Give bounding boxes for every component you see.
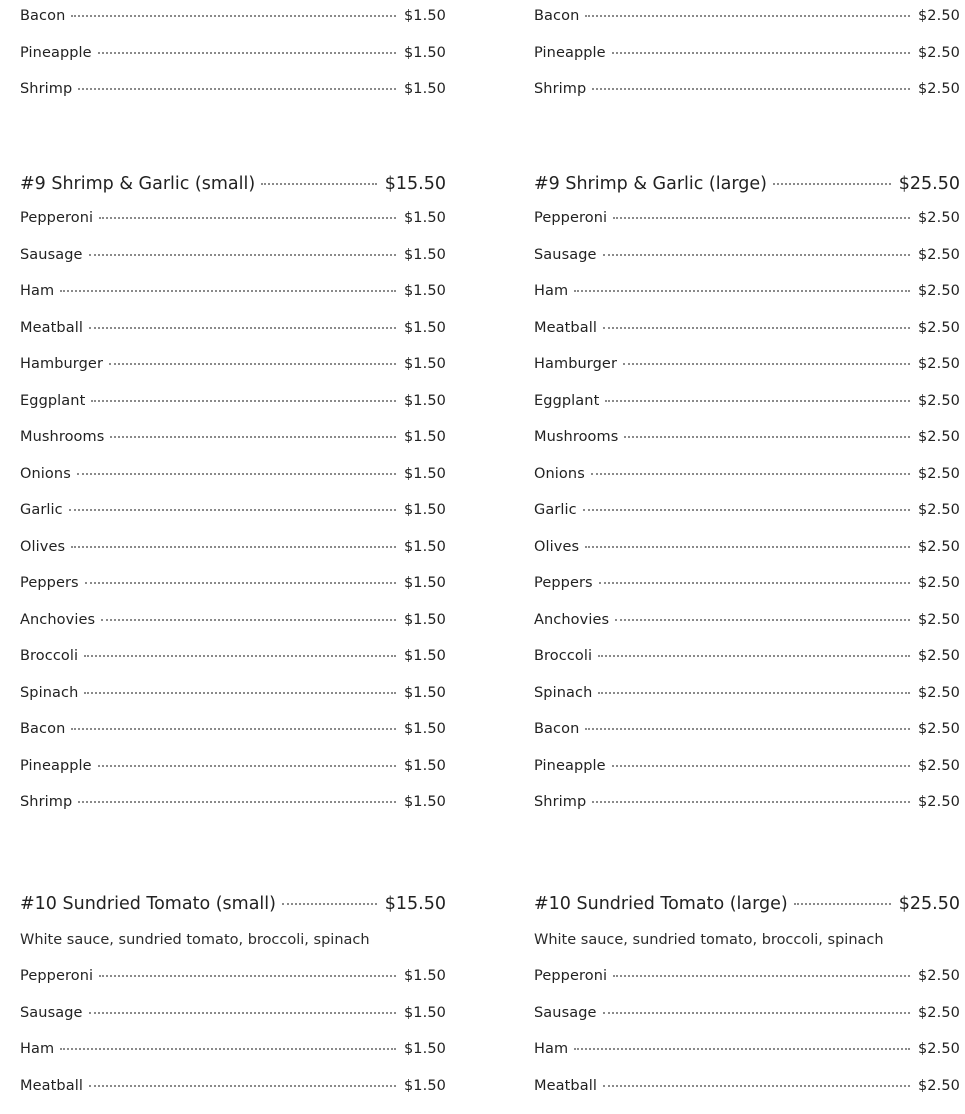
item-name: Pepperoni bbox=[534, 968, 607, 984]
menu-item-row bbox=[20, 612, 446, 649]
section-header bbox=[20, 174, 446, 210]
item-price: $2.50 bbox=[918, 502, 960, 518]
item-price: $1.50 bbox=[404, 320, 446, 336]
dot-leader bbox=[60, 290, 396, 292]
topping-list-partial bbox=[534, 8, 960, 118]
dot-leader bbox=[592, 88, 910, 90]
dot-leader bbox=[98, 52, 396, 54]
item-price: $2.50 bbox=[918, 210, 960, 226]
menu-item-row bbox=[20, 429, 446, 466]
dot-leader bbox=[261, 183, 377, 185]
item-name: Peppers bbox=[534, 575, 593, 591]
dot-leader bbox=[60, 1048, 396, 1050]
item-price: $1.50 bbox=[404, 45, 446, 61]
dot-leader bbox=[585, 15, 910, 17]
dot-leader bbox=[71, 728, 396, 730]
item-name: Bacon bbox=[534, 8, 579, 24]
dot-leader bbox=[603, 254, 910, 256]
menu-item-row bbox=[20, 685, 446, 722]
item-price: $2.50 bbox=[918, 283, 960, 299]
dot-leader bbox=[583, 509, 910, 511]
item-name: Onions bbox=[20, 466, 71, 482]
item-name: Bacon bbox=[20, 721, 65, 737]
item-price: $1.50 bbox=[404, 648, 446, 664]
item-name: Hamburger bbox=[20, 356, 103, 372]
item-price: $1.50 bbox=[404, 8, 446, 24]
menu-item-row bbox=[20, 721, 446, 758]
menu-item-row bbox=[534, 721, 960, 758]
item-name: Anchovies bbox=[20, 612, 95, 628]
item-price: $2.50 bbox=[918, 612, 960, 628]
topping-list bbox=[534, 968, 960, 1114]
item-name: Sausage bbox=[20, 1005, 83, 1021]
menu-item-row bbox=[534, 685, 960, 722]
item-name: Spinach bbox=[20, 685, 78, 701]
topping-list bbox=[534, 8, 960, 118]
item-price: $1.50 bbox=[404, 429, 446, 445]
item-name: Onions bbox=[534, 466, 585, 482]
item-name: Ham bbox=[534, 1041, 568, 1057]
item-name: Bacon bbox=[20, 8, 65, 24]
dot-leader bbox=[598, 692, 910, 694]
item-price: $1.50 bbox=[404, 210, 446, 226]
item-price: $1.50 bbox=[404, 539, 446, 555]
dot-leader bbox=[98, 765, 396, 767]
item-name: Eggplant bbox=[20, 393, 85, 409]
item-name: Pineapple bbox=[534, 758, 606, 774]
item-price: $1.50 bbox=[404, 502, 446, 518]
item-price: $2.50 bbox=[918, 575, 960, 591]
dot-leader bbox=[91, 400, 396, 402]
item-name: Ham bbox=[20, 283, 54, 299]
dot-leader bbox=[773, 183, 891, 185]
item-name: Bacon bbox=[534, 721, 579, 737]
dot-leader bbox=[110, 436, 396, 438]
menu-item-row bbox=[20, 502, 446, 539]
dot-leader bbox=[99, 975, 396, 977]
item-name: Pepperoni bbox=[20, 210, 93, 226]
menu-item-row bbox=[534, 210, 960, 247]
item-price: $2.50 bbox=[918, 685, 960, 701]
item-name: Shrimp bbox=[20, 794, 72, 810]
item-name: Anchovies bbox=[534, 612, 609, 628]
section-header bbox=[534, 894, 960, 930]
menu-item-row bbox=[20, 466, 446, 503]
section-price: $25.50 bbox=[899, 894, 960, 914]
dot-leader bbox=[598, 655, 910, 657]
item-name: Olives bbox=[534, 539, 579, 555]
item-price: $2.50 bbox=[918, 794, 960, 810]
dot-leader bbox=[605, 400, 910, 402]
dot-leader bbox=[615, 619, 910, 621]
menu-item-row bbox=[534, 466, 960, 503]
item-price: $1.50 bbox=[404, 466, 446, 482]
item-name: Ham bbox=[20, 1041, 54, 1057]
dot-leader bbox=[623, 363, 910, 365]
item-name: Shrimp bbox=[20, 81, 72, 97]
dot-leader bbox=[603, 1012, 910, 1014]
dot-leader bbox=[574, 290, 910, 292]
item-name: Garlic bbox=[534, 502, 577, 518]
dot-leader bbox=[603, 327, 910, 329]
item-price: $2.50 bbox=[918, 1005, 960, 1021]
item-price: $2.50 bbox=[918, 429, 960, 445]
section-title: #10 Sundried Tomato (small) bbox=[20, 894, 276, 914]
item-price: $1.50 bbox=[404, 721, 446, 737]
item-name: Garlic bbox=[20, 502, 63, 518]
dot-leader bbox=[99, 217, 396, 219]
dot-leader bbox=[612, 765, 910, 767]
item-price: $2.50 bbox=[918, 247, 960, 263]
topping-list bbox=[20, 210, 446, 831]
item-name: Mushrooms bbox=[534, 429, 618, 445]
item-name: Broccoli bbox=[534, 648, 592, 664]
menu-item-row bbox=[20, 81, 446, 118]
dot-leader bbox=[109, 363, 396, 365]
item-name: Hamburger bbox=[534, 356, 617, 372]
topping-list-partial bbox=[20, 8, 446, 118]
item-name: Broccoli bbox=[20, 648, 78, 664]
item-name: Shrimp bbox=[534, 794, 586, 810]
item-name: Meatball bbox=[534, 1078, 597, 1094]
menu-item-row bbox=[20, 968, 446, 1005]
item-name: Shrimp bbox=[534, 81, 586, 97]
item-name: Meatball bbox=[20, 1078, 83, 1094]
menu-item-row bbox=[534, 1078, 960, 1114]
item-name: Meatball bbox=[20, 320, 83, 336]
menu-item-row bbox=[20, 539, 446, 576]
item-price: $1.50 bbox=[404, 283, 446, 299]
menu-item-row bbox=[20, 575, 446, 612]
item-name: Peppers bbox=[20, 575, 79, 591]
section-header bbox=[20, 894, 446, 930]
menu-item-row bbox=[534, 612, 960, 649]
dot-leader bbox=[613, 975, 910, 977]
item-name: Pepperoni bbox=[534, 210, 607, 226]
menu-item-row bbox=[20, 794, 446, 831]
dot-leader bbox=[101, 619, 396, 621]
menu-section-9-small bbox=[20, 174, 446, 831]
item-price: $2.50 bbox=[918, 968, 960, 984]
item-price: $1.50 bbox=[404, 575, 446, 591]
menu-item-row bbox=[20, 283, 446, 320]
menu-item-row bbox=[20, 1005, 446, 1042]
section-price: $15.50 bbox=[385, 894, 446, 914]
item-name: Pepperoni bbox=[20, 968, 93, 984]
item-price: $1.50 bbox=[404, 968, 446, 984]
item-name: Olives bbox=[20, 539, 65, 555]
item-price: $2.50 bbox=[918, 320, 960, 336]
dot-leader bbox=[84, 655, 396, 657]
section-price: $15.50 bbox=[385, 174, 446, 194]
item-name: Pineapple bbox=[20, 45, 92, 61]
dot-leader bbox=[592, 801, 910, 803]
item-price: $2.50 bbox=[918, 758, 960, 774]
dot-leader bbox=[624, 436, 910, 438]
item-name: Ham bbox=[534, 283, 568, 299]
item-price: $1.50 bbox=[404, 356, 446, 372]
item-price: $2.50 bbox=[918, 8, 960, 24]
dot-leader bbox=[612, 52, 910, 54]
menu-item-row bbox=[534, 1041, 960, 1078]
menu-item-row bbox=[534, 502, 960, 539]
topping-list bbox=[534, 210, 960, 831]
menu-item-row bbox=[20, 1078, 446, 1114]
menu-item-row bbox=[20, 1041, 446, 1078]
menu-item-row bbox=[534, 320, 960, 357]
item-price: $2.50 bbox=[918, 721, 960, 737]
menu-item-row bbox=[534, 429, 960, 466]
item-price: $1.50 bbox=[404, 81, 446, 97]
menu-item-row bbox=[534, 648, 960, 685]
section-price: $25.50 bbox=[899, 174, 960, 194]
dot-leader bbox=[89, 327, 396, 329]
item-price: $1.50 bbox=[404, 685, 446, 701]
topping-list bbox=[20, 968, 446, 1114]
dot-leader bbox=[71, 15, 396, 17]
menu-item-row bbox=[20, 210, 446, 247]
menu-item-row bbox=[20, 648, 446, 685]
item-price: $2.50 bbox=[918, 393, 960, 409]
item-name: Pineapple bbox=[20, 758, 92, 774]
menu-item-row bbox=[534, 1005, 960, 1042]
menu-item-row bbox=[20, 45, 446, 82]
dot-leader bbox=[599, 582, 910, 584]
menu-item-row bbox=[534, 539, 960, 576]
item-price: $2.50 bbox=[918, 356, 960, 372]
item-price: $2.50 bbox=[918, 1078, 960, 1094]
item-price: $1.50 bbox=[404, 612, 446, 628]
menu-item-row bbox=[534, 8, 960, 45]
item-price: $1.50 bbox=[404, 1041, 446, 1057]
item-name: Spinach bbox=[534, 685, 592, 701]
dot-leader bbox=[78, 88, 396, 90]
item-name: Mushrooms bbox=[20, 429, 104, 445]
section-title: #9 Shrimp & Garlic (large) bbox=[534, 174, 767, 194]
menu-item-row bbox=[534, 356, 960, 393]
item-name: Sausage bbox=[20, 247, 83, 263]
menu-item-row bbox=[534, 283, 960, 320]
item-name: Meatball bbox=[534, 320, 597, 336]
dot-leader bbox=[574, 1048, 910, 1050]
dot-leader bbox=[585, 546, 910, 548]
dot-leader bbox=[585, 728, 910, 730]
dot-leader bbox=[89, 254, 396, 256]
dot-leader bbox=[794, 903, 891, 905]
menu-item-row bbox=[20, 8, 446, 45]
menu-item-row bbox=[534, 794, 960, 831]
item-price: $1.50 bbox=[404, 393, 446, 409]
menu-item-row bbox=[534, 968, 960, 1005]
item-price: $1.50 bbox=[404, 1078, 446, 1094]
dot-leader bbox=[85, 582, 396, 584]
dot-leader bbox=[78, 801, 396, 803]
menu-item-row bbox=[534, 247, 960, 284]
menu-section-10-large bbox=[534, 894, 960, 1114]
dot-leader bbox=[69, 509, 396, 511]
dot-leader bbox=[282, 903, 377, 905]
section-title: #10 Sundried Tomato (large) bbox=[534, 894, 788, 914]
item-price: $1.50 bbox=[404, 794, 446, 810]
section-description: White sauce, sundried tomato, broccoli, spinach bbox=[534, 930, 960, 968]
item-price: $2.50 bbox=[918, 45, 960, 61]
item-name: Sausage bbox=[534, 1005, 597, 1021]
menu-item-row bbox=[534, 575, 960, 612]
dot-leader bbox=[591, 473, 910, 475]
item-price: $2.50 bbox=[918, 1041, 960, 1057]
section-title: #9 Shrimp & Garlic (small) bbox=[20, 174, 255, 194]
item-price: $2.50 bbox=[918, 466, 960, 482]
dot-leader bbox=[89, 1012, 396, 1014]
dot-leader bbox=[77, 473, 396, 475]
menu-item-row bbox=[534, 45, 960, 82]
item-price: $2.50 bbox=[918, 81, 960, 97]
menu-item-row bbox=[20, 393, 446, 430]
item-price: $1.50 bbox=[404, 1005, 446, 1021]
dot-leader bbox=[613, 217, 910, 219]
menu-item-row bbox=[20, 320, 446, 357]
item-price: $2.50 bbox=[918, 648, 960, 664]
item-price: $1.50 bbox=[404, 247, 446, 263]
section-description: White sauce, sundried tomato, broccoli, spinach bbox=[20, 930, 446, 968]
menu-item-row bbox=[534, 81, 960, 118]
item-price: $2.50 bbox=[918, 539, 960, 555]
dot-leader bbox=[71, 546, 396, 548]
dot-leader bbox=[89, 1085, 396, 1087]
section-header bbox=[534, 174, 960, 210]
menu-item-row bbox=[20, 758, 446, 795]
menu-item-row bbox=[534, 758, 960, 795]
item-name: Eggplant bbox=[534, 393, 599, 409]
item-price: $1.50 bbox=[404, 758, 446, 774]
menu-item-row bbox=[20, 247, 446, 284]
item-name: Pineapple bbox=[534, 45, 606, 61]
dot-leader bbox=[84, 692, 396, 694]
menu-item-row bbox=[20, 356, 446, 393]
topping-list bbox=[20, 8, 446, 118]
dot-leader bbox=[603, 1085, 910, 1087]
menu-item-row bbox=[534, 393, 960, 430]
menu-section-9-large bbox=[534, 174, 960, 831]
item-name: Sausage bbox=[534, 247, 597, 263]
menu-section-10-small bbox=[20, 894, 446, 1114]
